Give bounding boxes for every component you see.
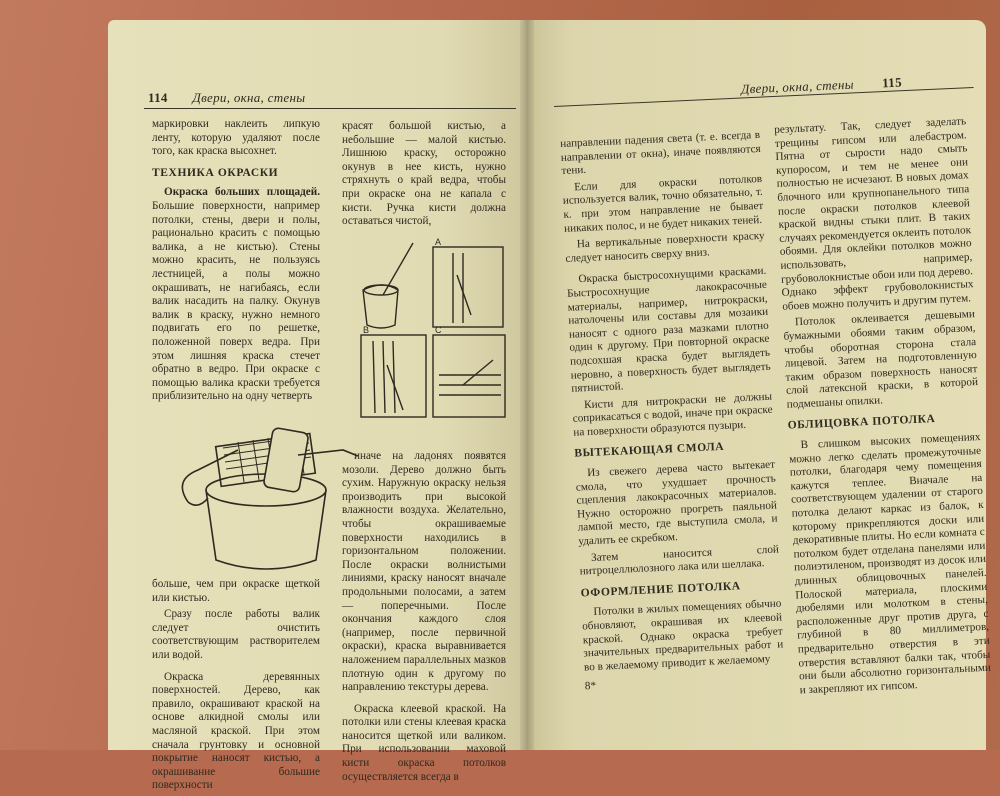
text-paragraph: Если для окраски потолков используется валик, точно обязательно, т. к. при этом направление не бывает никаких полос, и не будет никаких теней. <box>562 172 764 235</box>
text-paragraph: На вертикальные поверхности краску следует наносить сверху вниз. <box>565 229 765 265</box>
text-paragraph: Из свежего дерева часто вытекает смола, что ухудшает прочность сцепления лакокрасочных материалов. Нужно осторожно прогреть паяльной лампой место, где выступила смола, и удалить ее скребком. <box>575 458 778 548</box>
figure-label-b: B <box>363 325 370 335</box>
left-column-2 <box>342 120 506 232</box>
text-paragraph: Затем наносится слой нитроцеллюлозного лака или шеллака. <box>579 543 780 578</box>
left-page-header <box>148 90 305 106</box>
text-span: Большие поверхности, например потолки, стены, двери и полы, рационально красить с помощью валика, а не кистью). Стены можно красить, не пользуясь лестницей, а полы можно окрашивать, не нагибаясь, если валик насадить на палку. Окунув валик в краску, нужно немного подвигать его по решетке, положенной поверх ведра. При этом лишняя краска стечет обратно в ведро. При окраске с помощью валика краски требуется приблизительно на одну четверть <box>152 199 320 403</box>
book-gutter <box>520 20 534 750</box>
right-page <box>526 20 992 750</box>
text-paragraph: направлении падения света (т. е. всегда в направлении от окна), иначе появляются тени. <box>560 128 761 178</box>
right-column-1 <box>560 129 785 697</box>
left-column-2-bottom <box>342 450 506 787</box>
signature-mark: 8* <box>584 680 597 693</box>
right-column-2 <box>774 115 992 700</box>
figure-label-a: A <box>435 237 442 247</box>
text-paragraph: иначе на ладонях появятся мозоли. Дерево должно быть сухим. Наружную окраску нельзя производить при высокой влажности воздуха. Желательно, чтобы окрашиваемые поверхности находились в горизонтальном положении. После окраски волнистыми линиями, краску наносят вначале продольными полосами, а затем — поперечными. После окончания каждого слоя (например, после первичной окраски), краска выравнивается наложением параллельных мазков плотную один к другому по направлению текстуры дерева. <box>342 450 506 694</box>
left-column-1-bottom <box>152 578 320 796</box>
text-paragraph: Окраска деревянных поверхностей. Дерево, как правило, окрашивают краской на основе алкидной смолы или масляной краской. При этом сначала грунтовку и основной покрытие наносят кистью, а окрашивание большие поверхности <box>152 670 320 792</box>
text-paragraph <box>152 186 320 404</box>
paint-roller-bucket-illustration <box>168 410 368 580</box>
text-paragraph: Окраска быстросохнущими красками. Быстросохнущие лакокрасочные материалы, например, нитрокраски, натолочены или составы для мозаики наносят с одного раза мазками плотно один к другому. При повторной окраске подсохшая краска будет выглядеть неровно, а поверхность будет выглядеть пятнистой. <box>566 265 771 395</box>
right-page-number: 115 <box>881 74 903 91</box>
section-heading: ОБЛИЦОВКА ПОТОЛКА <box>787 413 936 433</box>
text-paragraph: маркировки наклеить липкую ленту, которую удаляют после того, как краска высохнет. <box>152 118 320 158</box>
text-paragraph: больше, чем при окраске щеткой или кистью. <box>152 578 320 604</box>
text-paragraph: Кисти для нитрокраски не должны соприкасаться с водой, иначе при окраске на поверхности образуются пузыри. <box>572 390 773 439</box>
figure-label-c: C <box>435 325 442 335</box>
text-paragraph: Сразу после работы валик следует очистить соответствующим растворителем или водой. <box>152 608 320 661</box>
brush-technique-illustration <box>353 235 513 425</box>
text-paragraph: красят большой кистью, а небольшие — малой кистью. Лишнюю краску, осторожно окунув в нее кисть, нужно стряхнуть о край ведра, чтобы при окраске она не капала с кисти. Ручка кисти должна оставаться чистой, <box>342 120 506 228</box>
text-paragraph: результату. Так, следует заделать трещины гипсом или алебастром. Пятна от сырости надо смыть купоросом, и тем не менее они полностью не исчезают. В новых домах блочного или крупнопанельного типа после окраски потолков клеевой краской видны стыки плит. В таких случаях рекомендуется оклеить потолок обоями. Для оклейки потолков можно использовать, например, грубоволокнистые обои или под дерево. Однако эффект грубоволокнистых обоев можно получить и другим путем. <box>774 115 974 313</box>
text-paragraph: Окраска клеевой краской. На потолки или стены клеевая краска наносится щеткой или валиком. При использовании маховой кисти окраска потолков осуществляется всегда в <box>342 702 506 783</box>
left-page-number: 114 <box>148 90 168 105</box>
section-heading: ОФОРМЛЕНИЕ ПОТОЛКА <box>580 580 741 600</box>
open-book <box>108 20 992 792</box>
right-running-head: Двери, окна, стены <box>740 76 855 97</box>
left-running-head: Двери, окна, стены <box>192 90 306 105</box>
left-page <box>108 20 526 792</box>
section-heading: ТЕХНИКА ОКРАСКИ <box>152 166 279 179</box>
left-header-rule <box>144 108 516 109</box>
run-in-heading: Окраска больших площадей. <box>164 186 320 199</box>
section-heading: ВЫТЕКАЮЩАЯ СМОЛА <box>574 441 725 461</box>
text-paragraph: В слишком высоких помещениях можно легко сделать промежуточные потолки, благодаря чему помещения кажутся теплее. Вначале на соответствующем удалении от старого потолка делают каркас из балок, к которому прикрепляются доски или декоративные плиты. Но если комната с потолком будет отделана панелями или полиэтиленом, производят из досок или длинных облицовочных панелей. Полоской материала, плоскими дюбелями или молотком в стены, расположенные друг против друга, с глубиной в 80 миллиметров, предварительно отверстия в эти отверстия вставляют балки так, чтобы они были абсолютно горизонтальными и закрепляют их гипсом. <box>788 431 992 697</box>
left-column-1 <box>152 118 320 407</box>
text-paragraph: Потолок оклеивается дешевыми бумажными обоями таким образом, чтобы оборотная сторона стала лицевой. Затем на подготовленную таким образом поверхность наносят слой латексной краски, в которой подмешаны опилки. <box>783 308 979 411</box>
text-paragraph: Потолки в жилых помещениях обычно обновляют, окрашивая их клеевой краской. Однако окраска требует значительных предварительных работ и во в желаемому приводит к желаемому <box>581 597 784 674</box>
